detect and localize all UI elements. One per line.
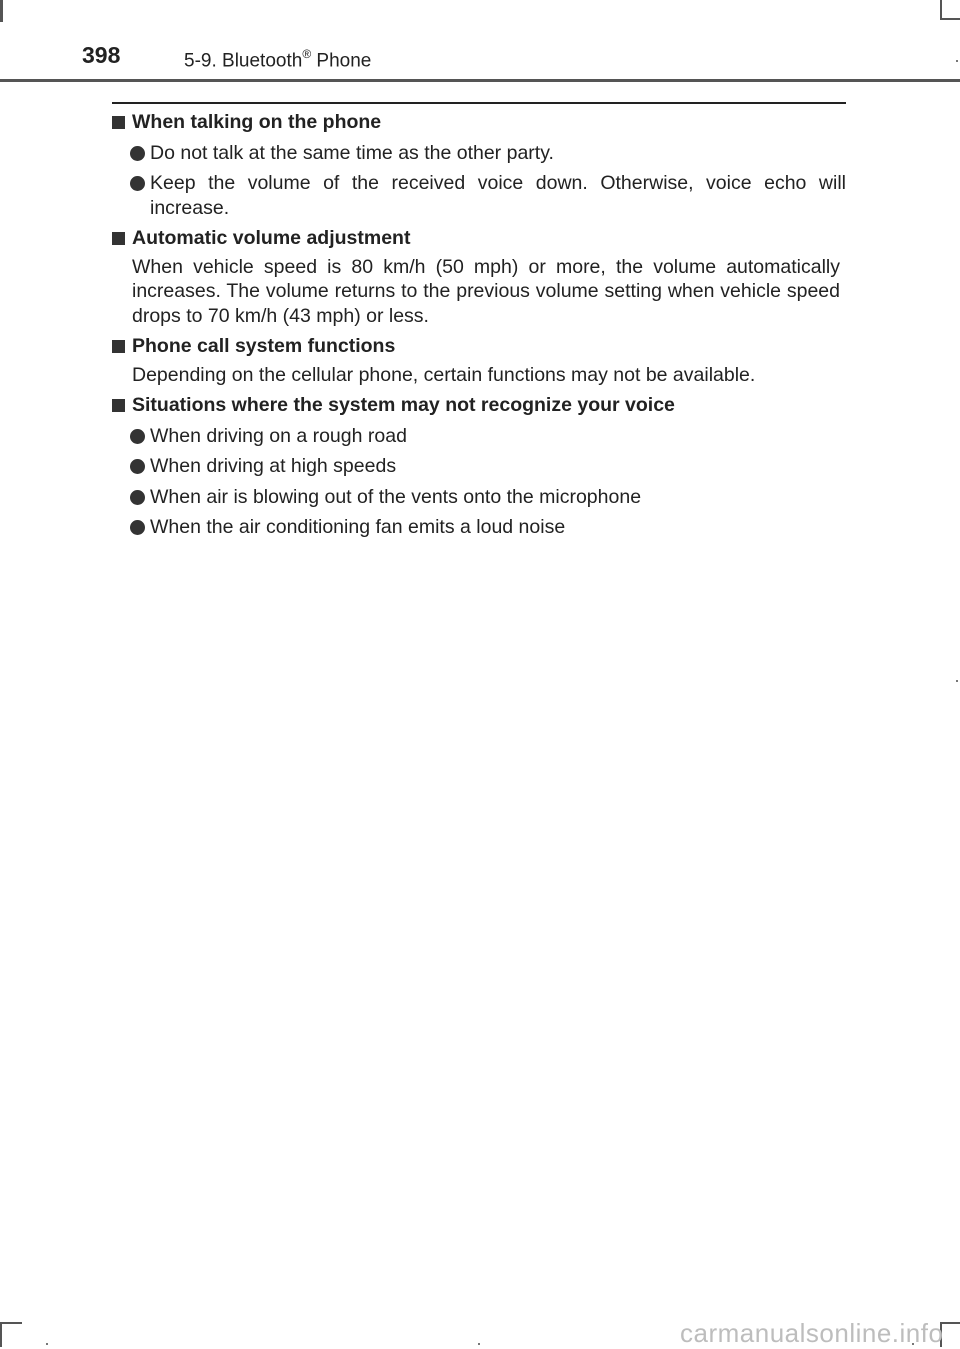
section-heading [112, 110, 846, 135]
round-bullet-icon [130, 490, 145, 505]
crop-tick [46, 1343, 48, 1345]
list-item-text: Keep the volume of the received voice down. Otherwise, voice echo will increase. [150, 172, 846, 219]
round-bullet-icon [130, 520, 145, 535]
registered-mark: ® [302, 47, 312, 61]
list-item-text: When air is blowing out of the vents onto the microphone [150, 485, 642, 508]
square-bullet-icon [112, 116, 125, 129]
round-bullet-icon [130, 146, 145, 161]
list-item [112, 141, 846, 166]
square-bullet-icon [112, 340, 125, 353]
list-item-text: When the air conditioning fan emits a loud noise [150, 516, 566, 538]
section-title-suffix: Phone [311, 50, 372, 72]
crop-tick [956, 680, 958, 682]
crop-tick [956, 60, 958, 62]
section-heading-text: When talking on the phone [132, 111, 382, 133]
content-top-rule [112, 102, 846, 104]
section-title-prefix: 5-9. Bluetooth [184, 50, 303, 72]
page-content [112, 110, 846, 540]
section-heading [112, 334, 846, 359]
list-item [112, 485, 846, 510]
section-heading-text: Situations where the system may not recognize your voice [132, 394, 675, 416]
header-rule [0, 79, 960, 82]
section-heading-text: Automatic volume adjustment [132, 227, 411, 249]
list-item-text: Do not talk at the same time as the other party. [150, 141, 554, 164]
section-heading [112, 393, 846, 418]
round-bullet-icon [130, 459, 145, 474]
square-bullet-icon [112, 232, 125, 245]
list-item [112, 515, 846, 540]
section-title [184, 48, 371, 72]
section-heading-text: Phone call system functions [132, 335, 396, 357]
page-number: 398 [82, 42, 121, 68]
crop-mark-bottom-left-h [0, 1322, 22, 1324]
section-paragraph: When vehicle speed is 80 km/h (50 mph) or more, the volume automatically increases. The volume returns to the previous volume setting when vehicle speed drops to 70 km/h (43 mph) or less. [132, 255, 840, 327]
page-header [0, 0, 960, 82]
watermark: carmanualsonline.info [680, 1318, 944, 1348]
crop-mark-bottom-left-v [0, 1322, 2, 1347]
section-paragraph: Depending on the cellular phone, certain functions may not be available. [132, 363, 756, 386]
list-item-text: When driving at high speeds [150, 455, 397, 477]
round-bullet-icon [130, 176, 145, 191]
list-item [112, 171, 846, 220]
list-item [112, 424, 846, 449]
list-item [112, 454, 846, 479]
section-heading [112, 226, 846, 251]
round-bullet-icon [130, 429, 145, 444]
crop-tick [478, 1343, 480, 1345]
list-item-text: When driving on a rough road [150, 424, 407, 447]
square-bullet-icon [112, 399, 125, 412]
